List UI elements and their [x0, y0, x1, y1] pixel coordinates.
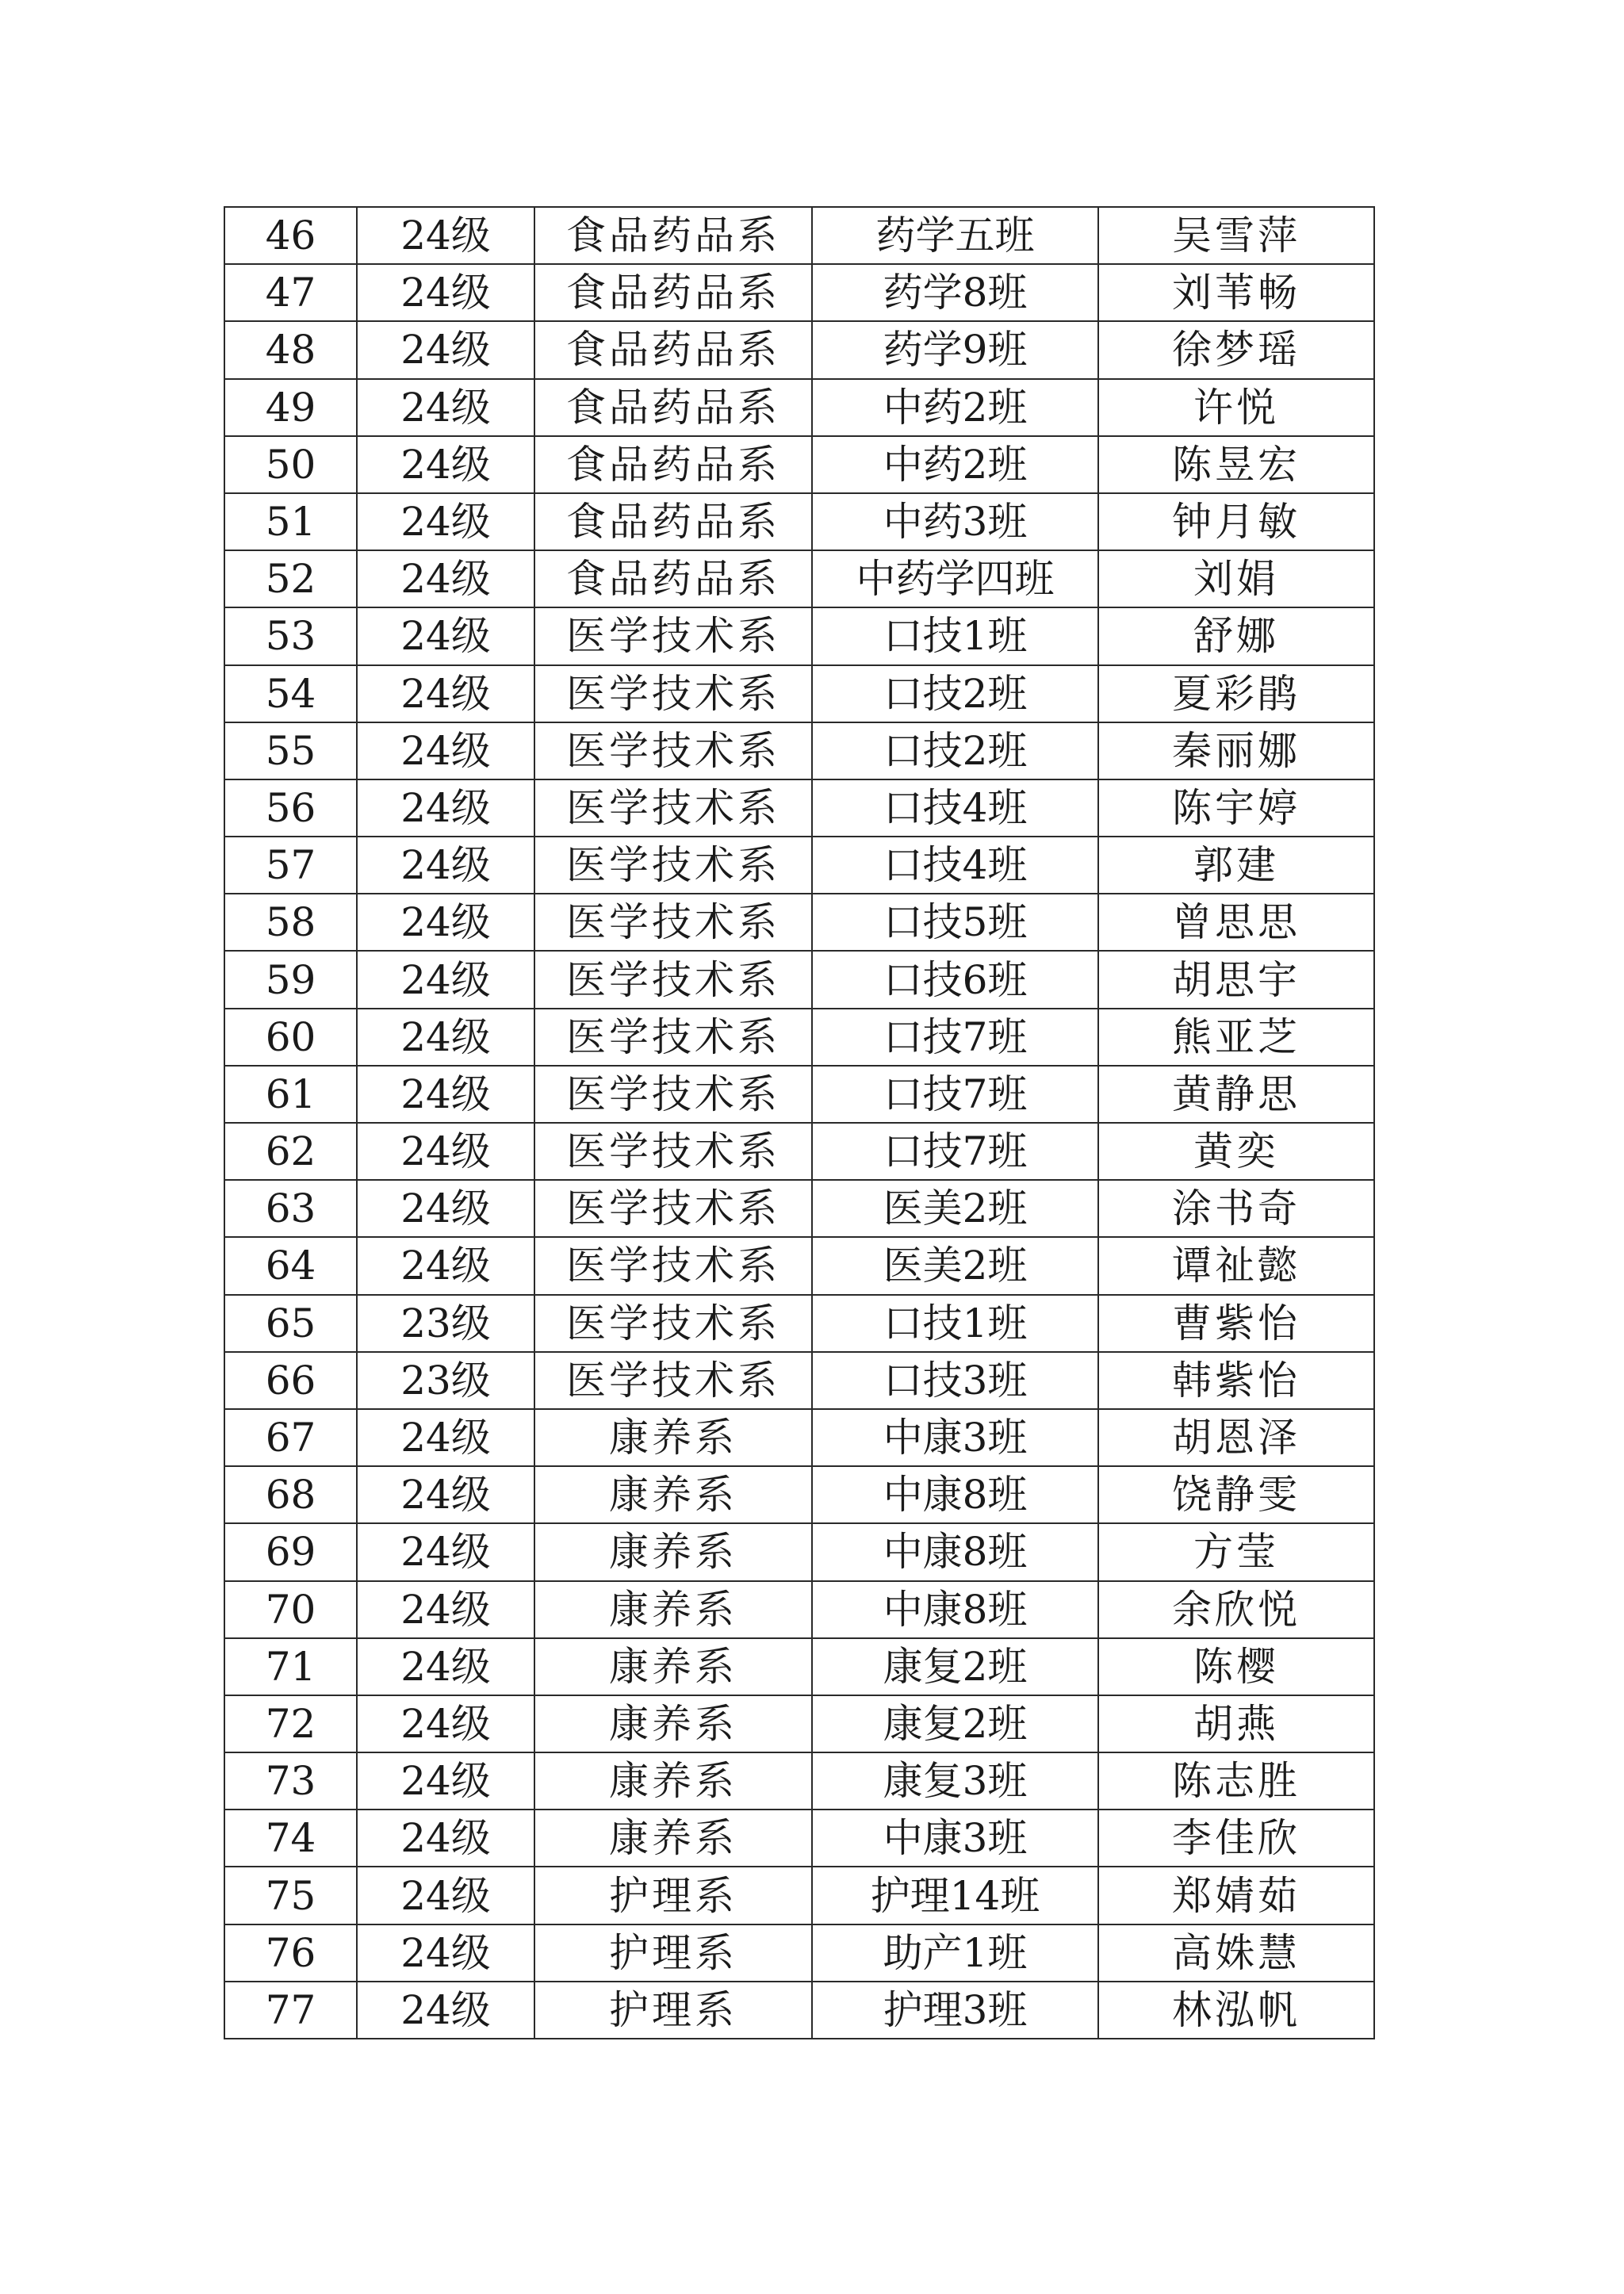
- table-row: [224, 837, 1374, 894]
- class-cell: 中药2班: [812, 379, 1098, 436]
- class-cell: 口技2班: [812, 665, 1098, 722]
- grade-cell: 24级: [357, 1066, 534, 1123]
- class-cell: 口技1班: [812, 1295, 1098, 1352]
- row-number-cell: 46: [224, 207, 357, 264]
- table-row: [224, 321, 1374, 378]
- grade-cell: 24级: [357, 550, 534, 607]
- row-number-cell: 64: [224, 1237, 357, 1294]
- row-number-cell: 47: [224, 264, 357, 321]
- class-cell: 口技1班: [812, 607, 1098, 664]
- table-row: [224, 1982, 1374, 2039]
- student-name-cell: 余欣悦: [1098, 1581, 1374, 1638]
- student-name-cell: 曾思思: [1098, 894, 1374, 951]
- grade-cell: 24级: [357, 779, 534, 837]
- class-cell: 口技6班: [812, 951, 1098, 1008]
- grade-cell: 24级: [357, 1867, 534, 1924]
- department-cell: 医学技术系: [534, 665, 812, 722]
- class-cell: 中康3班: [812, 1409, 1098, 1466]
- class-cell: 中康3班: [812, 1810, 1098, 1867]
- grade-cell: 24级: [357, 1180, 534, 1237]
- department-cell: 医学技术系: [534, 951, 812, 1008]
- department-cell: 护理系: [534, 1982, 812, 2039]
- department-cell: 食品药品系: [534, 436, 812, 493]
- class-cell: 康复3班: [812, 1752, 1098, 1810]
- table-row: [224, 951, 1374, 1008]
- department-cell: 医学技术系: [534, 894, 812, 951]
- student-name-cell: 刘娟: [1098, 550, 1374, 607]
- class-cell: 口技7班: [812, 1009, 1098, 1066]
- student-name-cell: 刘苇畅: [1098, 264, 1374, 321]
- row-number-cell: 58: [224, 894, 357, 951]
- row-number-cell: 51: [224, 493, 357, 550]
- table-row: [224, 1752, 1374, 1810]
- row-number-cell: 65: [224, 1295, 357, 1352]
- student-name-cell: 徐梦瑶: [1098, 321, 1374, 378]
- class-cell: 医美2班: [812, 1180, 1098, 1237]
- grade-cell: 24级: [357, 1638, 534, 1695]
- grade-cell: 24级: [357, 1523, 534, 1580]
- class-cell: 康复2班: [812, 1695, 1098, 1752]
- table-row: [224, 1523, 1374, 1580]
- department-cell: 医学技术系: [534, 607, 812, 664]
- grade-cell: 24级: [357, 379, 534, 436]
- class-cell: 护理3班: [812, 1982, 1098, 2039]
- grade-cell: 23级: [357, 1352, 534, 1409]
- student-name-cell: 胡思宇: [1098, 951, 1374, 1008]
- row-number-cell: 72: [224, 1695, 357, 1752]
- department-cell: 食品药品系: [534, 207, 812, 264]
- row-number-cell: 73: [224, 1752, 357, 1810]
- department-cell: 康养系: [534, 1810, 812, 1867]
- grade-cell: 24级: [357, 436, 534, 493]
- department-cell: 医学技术系: [534, 779, 812, 837]
- grade-cell: 24级: [357, 607, 534, 664]
- row-number-cell: 67: [224, 1409, 357, 1466]
- student-name-cell: 夏彩鹃: [1098, 665, 1374, 722]
- roster-body: [224, 207, 1374, 2039]
- student-name-cell: 高姝慧: [1098, 1924, 1374, 1982]
- department-cell: 医学技术系: [534, 1295, 812, 1352]
- department-cell: 护理系: [534, 1867, 812, 1924]
- row-number-cell: 74: [224, 1810, 357, 1867]
- table-row: [224, 1180, 1374, 1237]
- row-number-cell: 63: [224, 1180, 357, 1237]
- student-name-cell: 钟月敏: [1098, 493, 1374, 550]
- department-cell: 医学技术系: [534, 1123, 812, 1180]
- student-name-cell: 秦丽娜: [1098, 722, 1374, 779]
- student-name-cell: 林泓帆: [1098, 1982, 1374, 2039]
- department-cell: 护理系: [534, 1924, 812, 1982]
- row-number-cell: 48: [224, 321, 357, 378]
- department-cell: 康养系: [534, 1409, 812, 1466]
- grade-cell: 24级: [357, 1123, 534, 1180]
- table-row: [224, 1295, 1374, 1352]
- table-row: [224, 379, 1374, 436]
- class-cell: 口技5班: [812, 894, 1098, 951]
- table-row: [224, 1123, 1374, 1180]
- department-cell: 康养系: [534, 1695, 812, 1752]
- row-number-cell: 53: [224, 607, 357, 664]
- department-cell: 食品药品系: [534, 493, 812, 550]
- student-name-cell: 吴雪萍: [1098, 207, 1374, 264]
- table-row: [224, 1638, 1374, 1695]
- table-row: [224, 1924, 1374, 1982]
- grade-cell: 24级: [357, 1924, 534, 1982]
- student-name-cell: 许悦: [1098, 379, 1374, 436]
- table-row: [224, 550, 1374, 607]
- grade-cell: 24级: [357, 1237, 534, 1294]
- student-name-cell: 曹紫怡: [1098, 1295, 1374, 1352]
- table-row: [224, 1867, 1374, 1924]
- student-name-cell: 黄奕: [1098, 1123, 1374, 1180]
- department-cell: 医学技术系: [534, 1352, 812, 1409]
- row-number-cell: 66: [224, 1352, 357, 1409]
- department-cell: 医学技术系: [534, 722, 812, 779]
- class-cell: 助产1班: [812, 1924, 1098, 1982]
- student-name-cell: 郭建: [1098, 837, 1374, 894]
- student-name-cell: 黄静思: [1098, 1066, 1374, 1123]
- row-number-cell: 49: [224, 379, 357, 436]
- table-row: [224, 493, 1374, 550]
- department-cell: 康养系: [534, 1581, 812, 1638]
- row-number-cell: 59: [224, 951, 357, 1008]
- class-cell: 中药3班: [812, 493, 1098, 550]
- student-name-cell: 胡恩泽: [1098, 1409, 1374, 1466]
- row-number-cell: 57: [224, 837, 357, 894]
- table-row: [224, 779, 1374, 837]
- table-row: [224, 1466, 1374, 1523]
- class-cell: 药学9班: [812, 321, 1098, 378]
- department-cell: 医学技术系: [534, 1237, 812, 1294]
- department-cell: 医学技术系: [534, 1180, 812, 1237]
- grade-cell: 24级: [357, 207, 534, 264]
- student-name-cell: 陈宇婷: [1098, 779, 1374, 837]
- grade-cell: 24级: [357, 951, 534, 1008]
- class-cell: 中康8班: [812, 1523, 1098, 1580]
- grade-cell: 24级: [357, 1752, 534, 1810]
- grade-cell: 24级: [357, 665, 534, 722]
- row-number-cell: 52: [224, 550, 357, 607]
- table-row: [224, 1352, 1374, 1409]
- table-row: [224, 722, 1374, 779]
- row-number-cell: 50: [224, 436, 357, 493]
- grade-cell: 24级: [357, 1466, 534, 1523]
- department-cell: 医学技术系: [534, 1066, 812, 1123]
- row-number-cell: 55: [224, 722, 357, 779]
- table-row: [224, 1066, 1374, 1123]
- table-row: [224, 264, 1374, 321]
- department-cell: 食品药品系: [534, 264, 812, 321]
- row-number-cell: 62: [224, 1123, 357, 1180]
- row-number-cell: 71: [224, 1638, 357, 1695]
- table-row: [224, 665, 1374, 722]
- student-name-cell: 涂书奇: [1098, 1180, 1374, 1237]
- row-number-cell: 76: [224, 1924, 357, 1982]
- table-row: [224, 207, 1374, 264]
- student-name-cell: 郑婧茹: [1098, 1867, 1374, 1924]
- department-cell: 康养系: [534, 1466, 812, 1523]
- student-name-cell: 陈志胜: [1098, 1752, 1374, 1810]
- table-row: [224, 894, 1374, 951]
- row-number-cell: 54: [224, 665, 357, 722]
- department-cell: 医学技术系: [534, 1009, 812, 1066]
- student-name-cell: 胡燕: [1098, 1695, 1374, 1752]
- grade-cell: 24级: [357, 837, 534, 894]
- row-number-cell: 68: [224, 1466, 357, 1523]
- grade-cell: 24级: [357, 1009, 534, 1066]
- student-name-cell: 饶静雯: [1098, 1466, 1374, 1523]
- student-name-cell: 谭祉懿: [1098, 1237, 1374, 1294]
- class-cell: 护理14班: [812, 1867, 1098, 1924]
- table-row: [224, 1409, 1374, 1466]
- class-cell: 中药学四班: [812, 550, 1098, 607]
- table-row: [224, 436, 1374, 493]
- table-row: [224, 1581, 1374, 1638]
- class-cell: 中药2班: [812, 436, 1098, 493]
- table-row: [224, 1237, 1374, 1294]
- student-name-cell: 熊亚芝: [1098, 1009, 1374, 1066]
- class-cell: 口技7班: [812, 1123, 1098, 1180]
- student-name-cell: 方莹: [1098, 1523, 1374, 1580]
- department-cell: 食品药品系: [534, 379, 812, 436]
- table-row: [224, 1810, 1374, 1867]
- student-name-cell: 舒娜: [1098, 607, 1374, 664]
- class-cell: 药学8班: [812, 264, 1098, 321]
- table-row: [224, 1009, 1374, 1066]
- department-cell: 食品药品系: [534, 550, 812, 607]
- class-cell: 中康8班: [812, 1466, 1098, 1523]
- row-number-cell: 61: [224, 1066, 357, 1123]
- class-cell: 口技2班: [812, 722, 1098, 779]
- grade-cell: 24级: [357, 1982, 534, 2039]
- class-cell: 中康8班: [812, 1581, 1098, 1638]
- grade-cell: 23级: [357, 1295, 534, 1352]
- row-number-cell: 60: [224, 1009, 357, 1066]
- student-name-cell: 陈樱: [1098, 1638, 1374, 1695]
- grade-cell: 24级: [357, 1409, 534, 1466]
- grade-cell: 24级: [357, 264, 534, 321]
- row-number-cell: 56: [224, 779, 357, 837]
- department-cell: 医学技术系: [534, 837, 812, 894]
- student-name-cell: 李佳欣: [1098, 1810, 1374, 1867]
- class-cell: 口技4班: [812, 779, 1098, 837]
- grade-cell: 24级: [357, 1810, 534, 1867]
- row-number-cell: 70: [224, 1581, 357, 1638]
- row-number-cell: 69: [224, 1523, 357, 1580]
- class-cell: 医美2班: [812, 1237, 1098, 1294]
- department-cell: 康养系: [534, 1523, 812, 1580]
- table-row: [224, 607, 1374, 664]
- class-cell: 药学五班: [812, 207, 1098, 264]
- grade-cell: 24级: [357, 493, 534, 550]
- class-cell: 口技7班: [812, 1066, 1098, 1123]
- grade-cell: 24级: [357, 1695, 534, 1752]
- grade-cell: 24级: [357, 321, 534, 378]
- grade-cell: 24级: [357, 1581, 534, 1638]
- class-cell: 口技3班: [812, 1352, 1098, 1409]
- row-number-cell: 75: [224, 1867, 357, 1924]
- grade-cell: 24级: [357, 894, 534, 951]
- student-roster-table: [224, 206, 1375, 2039]
- student-name-cell: 韩紫怡: [1098, 1352, 1374, 1409]
- department-cell: 康养系: [534, 1638, 812, 1695]
- grade-cell: 24级: [357, 722, 534, 779]
- department-cell: 食品药品系: [534, 321, 812, 378]
- department-cell: 康养系: [534, 1752, 812, 1810]
- table-row: [224, 1695, 1374, 1752]
- row-number-cell: 77: [224, 1982, 357, 2039]
- student-name-cell: 陈昱宏: [1098, 436, 1374, 493]
- class-cell: 康复2班: [812, 1638, 1098, 1695]
- class-cell: 口技4班: [812, 837, 1098, 894]
